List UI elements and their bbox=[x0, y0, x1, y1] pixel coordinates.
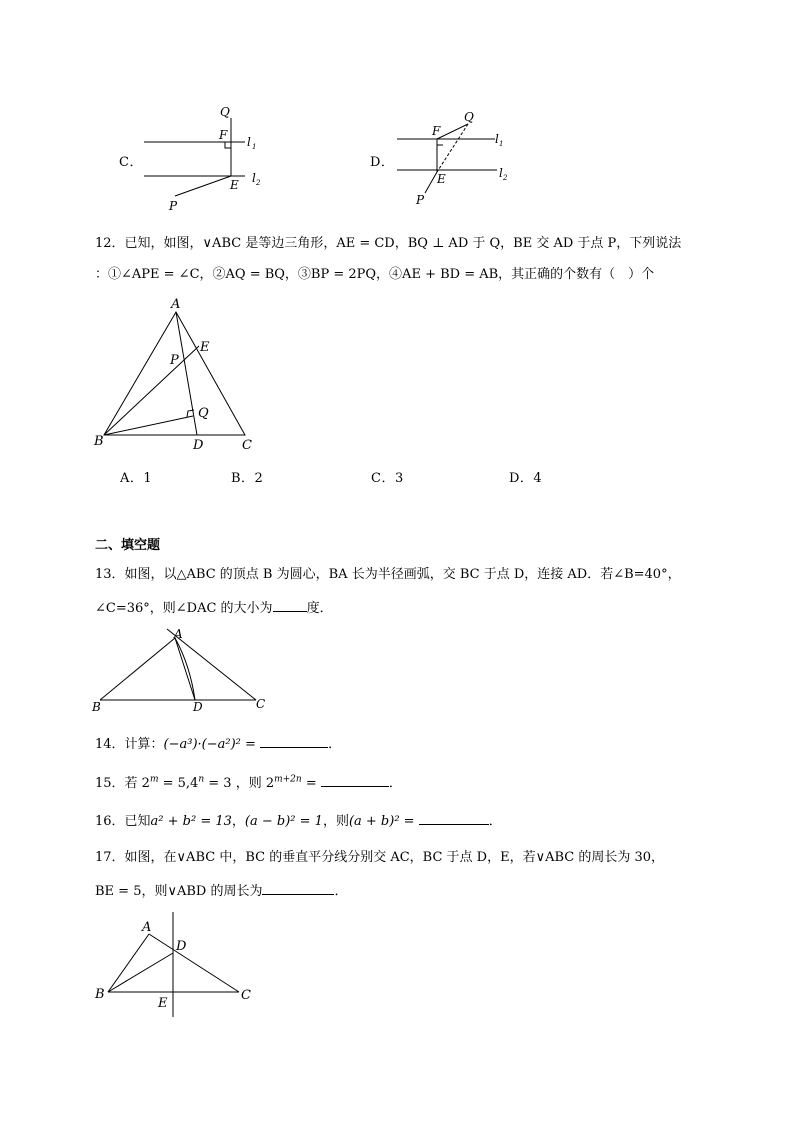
q15-exp-m: m bbox=[149, 774, 159, 785]
option-c-label: C． bbox=[119, 155, 143, 170]
q17-label-e: E bbox=[158, 996, 168, 1011]
q15-mid: = 5,4 bbox=[158, 776, 199, 791]
q16-equals: = bbox=[399, 814, 419, 829]
q16-mid: ，则 bbox=[322, 814, 349, 829]
q15-prefix: 15．若 2 bbox=[95, 776, 150, 791]
q15-exp-n: n bbox=[198, 774, 205, 785]
q15-exp-m2n: m+2n bbox=[274, 774, 302, 785]
label-f-c: F bbox=[219, 128, 228, 142]
label-l2sub-c: 2 bbox=[256, 179, 261, 187]
q16-sep: ， bbox=[231, 814, 245, 829]
q13-label-b: B bbox=[92, 700, 101, 714]
q13-line1: 13．如图，以△ABC 的顶点 B 为圆心，BA 长为半径画弧，交 BC 于点 D，连接 AD．若∠B=40°， bbox=[95, 567, 681, 582]
q12-label-d: D bbox=[193, 438, 204, 453]
q13-label-a: A bbox=[174, 627, 183, 641]
option-d-label: D． bbox=[370, 155, 395, 170]
q17-label-d: D bbox=[176, 939, 187, 954]
q12-label-p: P bbox=[170, 353, 179, 368]
q12-label-a: A bbox=[171, 297, 181, 312]
q17-line2-text: BE = 5，则∨ABD 的周长为 bbox=[95, 884, 263, 899]
q14-prefix: 14．计算： bbox=[95, 737, 164, 752]
q13-line2-end: 度． bbox=[306, 601, 333, 616]
q13-label-c: C bbox=[256, 697, 266, 711]
label-l1-d: l bbox=[495, 132, 499, 146]
q12-option-c: C．3 bbox=[371, 471, 404, 486]
q15-mid2: = 3 ，则 2 bbox=[204, 776, 275, 791]
label-l1sub-d: 1 bbox=[499, 140, 504, 148]
label-p-c: P bbox=[169, 199, 178, 213]
q12-option-b: B．2 bbox=[231, 471, 264, 486]
q17-label-c: C bbox=[241, 988, 251, 1003]
label-f-d: F bbox=[432, 124, 441, 138]
q17-line1: 17．如图，在∨ABC 中，BC 的垂直平分线分别交 AC，BC 于点 D，E，若∨ABC 的周长为 30， bbox=[95, 850, 665, 865]
q16-expr2: (a − b)² = 1 bbox=[244, 814, 323, 829]
q16-prefix: 16．已知 bbox=[95, 814, 151, 829]
q12-option-d: D．4 bbox=[509, 471, 543, 486]
q15-equals: = bbox=[301, 776, 321, 791]
q14-end: ． bbox=[328, 737, 342, 752]
q12-line2: ：①∠APE = ∠C，②AQ = BQ，③BP = 2PQ，④AE + BD = AB，其正确的个数有（ ）个 bbox=[95, 267, 655, 282]
section-title: 二、填空题 bbox=[95, 538, 161, 553]
label-l2sub-d: 2 bbox=[503, 174, 508, 182]
label-l2-c: l bbox=[252, 171, 256, 185]
label-l1-c: l bbox=[247, 135, 251, 149]
label-e-d: E bbox=[437, 172, 446, 186]
label-q-d: Q bbox=[464, 110, 474, 124]
q14-expression: (−a³)·(−a²)² bbox=[163, 737, 241, 752]
label-q-c: Q bbox=[220, 105, 230, 119]
q13-label-d: D bbox=[193, 700, 203, 714]
label-l2-d: l bbox=[499, 166, 503, 180]
q12-label-c: C bbox=[242, 438, 252, 453]
q12-label-q: Q bbox=[198, 406, 209, 421]
q16-end: ． bbox=[488, 814, 502, 829]
q17-label-a: A bbox=[142, 920, 152, 935]
label-p-d: P bbox=[416, 193, 425, 207]
q12-label-b: B bbox=[94, 434, 104, 449]
q15-end: ． bbox=[388, 776, 402, 791]
q16-expr1: a² + b² = 13 bbox=[150, 814, 232, 829]
q14-equals: = bbox=[240, 737, 261, 752]
label-l1sub-c: 1 bbox=[252, 143, 257, 151]
label-e-c: E bbox=[230, 178, 239, 192]
q12-line1: 12．已知，如图，∨ABC 是等边三角形，AE = CD，BQ ⊥ AD 于 Q，BE 交 AD 于点 P，下列说法 bbox=[95, 236, 682, 251]
q12-label-e: E bbox=[200, 340, 210, 355]
q12-option-a: A．1 bbox=[120, 471, 153, 486]
q17-line2-end: ． bbox=[334, 884, 348, 899]
q17-label-b: B bbox=[95, 987, 105, 1002]
q16-expr3: (a + b)² bbox=[348, 814, 400, 829]
q13-line2-text: ∠C=36°，则∠DAC 的大小为 bbox=[95, 601, 273, 616]
